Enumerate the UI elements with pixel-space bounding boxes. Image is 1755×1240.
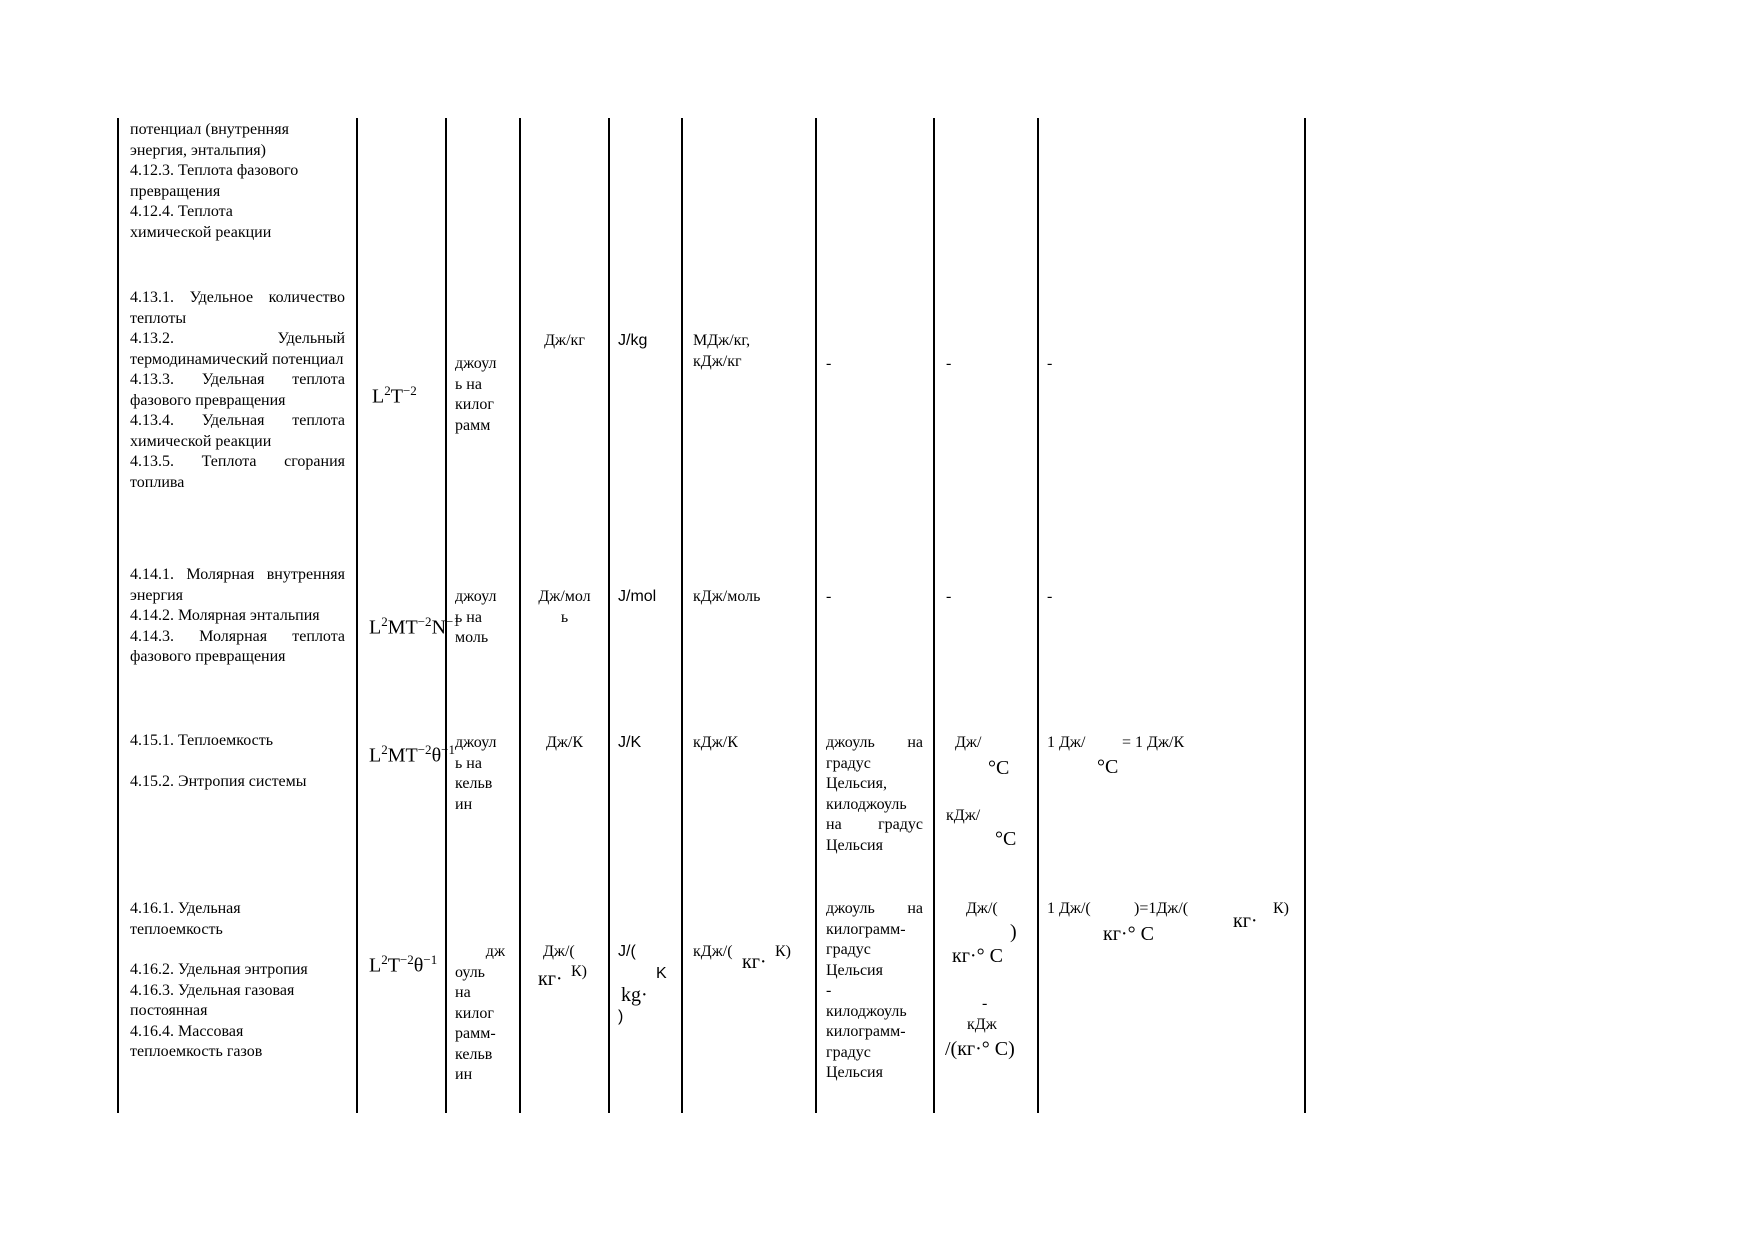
- int-symbol-row-1: J/kg: [618, 332, 648, 349]
- nonsys-symbol-row-1: -: [946, 355, 952, 372]
- nonsys-name-row-2: -: [826, 588, 832, 605]
- dimension-row-3: $L^2MT^{-2}\theta^{-1}$: [369, 742, 455, 767]
- dimension-row-1: $L^2T^{-2}$: [372, 383, 417, 408]
- quantity-block-2: 4.13.1. Удельное количество теплоты 4.13.2. Удельный термодинамический потенциал 4.13.3. Удельная теплота фазового превращения 4.13.4. Удельная теплота химической реакции 4.13.5. Теплота сгорания топлива: [130, 289, 345, 491]
- ru-symbol-row-1: Дж/кг: [544, 332, 585, 349]
- quantity-block-5: 4.16.1. Удельная теплоемкость 4.16.2. Удельная энтропия 4.16.3. Удельная газовая постоянная 4.16.4. Массовая теплоемкость газов: [130, 900, 308, 1060]
- nonsys-symbol-row-4: Дж/( ) кг·° С - кДж /(кг·° С): [945, 900, 1017, 1060]
- table-border-col7: [815, 118, 817, 1113]
- table-border-col5: [608, 118, 610, 1113]
- multiples-row-2: кДж/моль: [693, 588, 761, 605]
- unit-name-row-4: дж оуль на килог рамм- кельв ин: [455, 943, 505, 1083]
- nonsys-symbol-row-2: -: [946, 588, 952, 605]
- int-symbol-row-2: J/mol: [618, 588, 657, 605]
- ru-symbol-row-3: Дж/К: [545, 734, 584, 751]
- relation-row-1: -: [1047, 355, 1053, 372]
- table-border-col6: [681, 118, 683, 1113]
- dimension-row-2: $L^2MT^{-2}N^{-1}$: [369, 614, 460, 639]
- relation-row-2: -: [1047, 588, 1053, 605]
- table-border-left: [117, 118, 119, 1113]
- unit-name-row-1: джоул ь на килог рамм: [455, 355, 497, 434]
- ru-symbol-row-2: Дж/мол ь: [538, 588, 591, 626]
- unit-name-row-3: джоул ь на кельв ин: [455, 734, 497, 813]
- dimension-row-4: $L^2T^{-2}\theta^{-1}$: [369, 952, 438, 977]
- table-border-col9: [1037, 118, 1039, 1113]
- int-symbol-row-3: J/K: [618, 734, 642, 751]
- relation-row-4: 1 Дж/( )=1Дж/( К) кг·° С кг·: [1047, 900, 1289, 945]
- nonsys-symbol-row-3: Дж/ °C кДж/ °C: [946, 734, 1017, 850]
- quantity-block-1: потенциал (внутренняя энергия, энтальпия) 4.12.3. Теплота фазового превращения 4.12.4. Теплота химической реакции: [130, 121, 299, 241]
- multiples-row-1: МДж/кг, кДж/кг: [693, 332, 751, 370]
- nonsys-name-row-3: джоуль на градус Цельсия, килоджоуль на градус Цельсия: [826, 734, 923, 854]
- quantity-block-3: 4.14.1. Молярная внутренняя энергия 4.14.2. Молярная энтальпия 4.14.3. Молярная теплота фазового превращения: [130, 566, 345, 665]
- multiples-row-3: кДж/К: [693, 734, 738, 751]
- nonsys-name-row-4: джоуль на килограмм- градус Цельсия - килоджоуль килограмм- градус Цельсия: [826, 900, 923, 1081]
- quantity-block-4: 4.15.1. Теплоемкость 4.15.2. Энтропия системы: [130, 732, 307, 790]
- relation-row-3: 1 Дж/ = 1 Дж/К °C: [1047, 734, 1185, 778]
- unit-name-row-2: джоул ь на моль: [455, 588, 497, 646]
- int-symbol-row-4: J/( K kg· ): [618, 943, 667, 1025]
- nonsys-name-row-1: -: [826, 355, 832, 372]
- table-border-right: [1304, 118, 1306, 1113]
- table-border-col2: [356, 118, 358, 1113]
